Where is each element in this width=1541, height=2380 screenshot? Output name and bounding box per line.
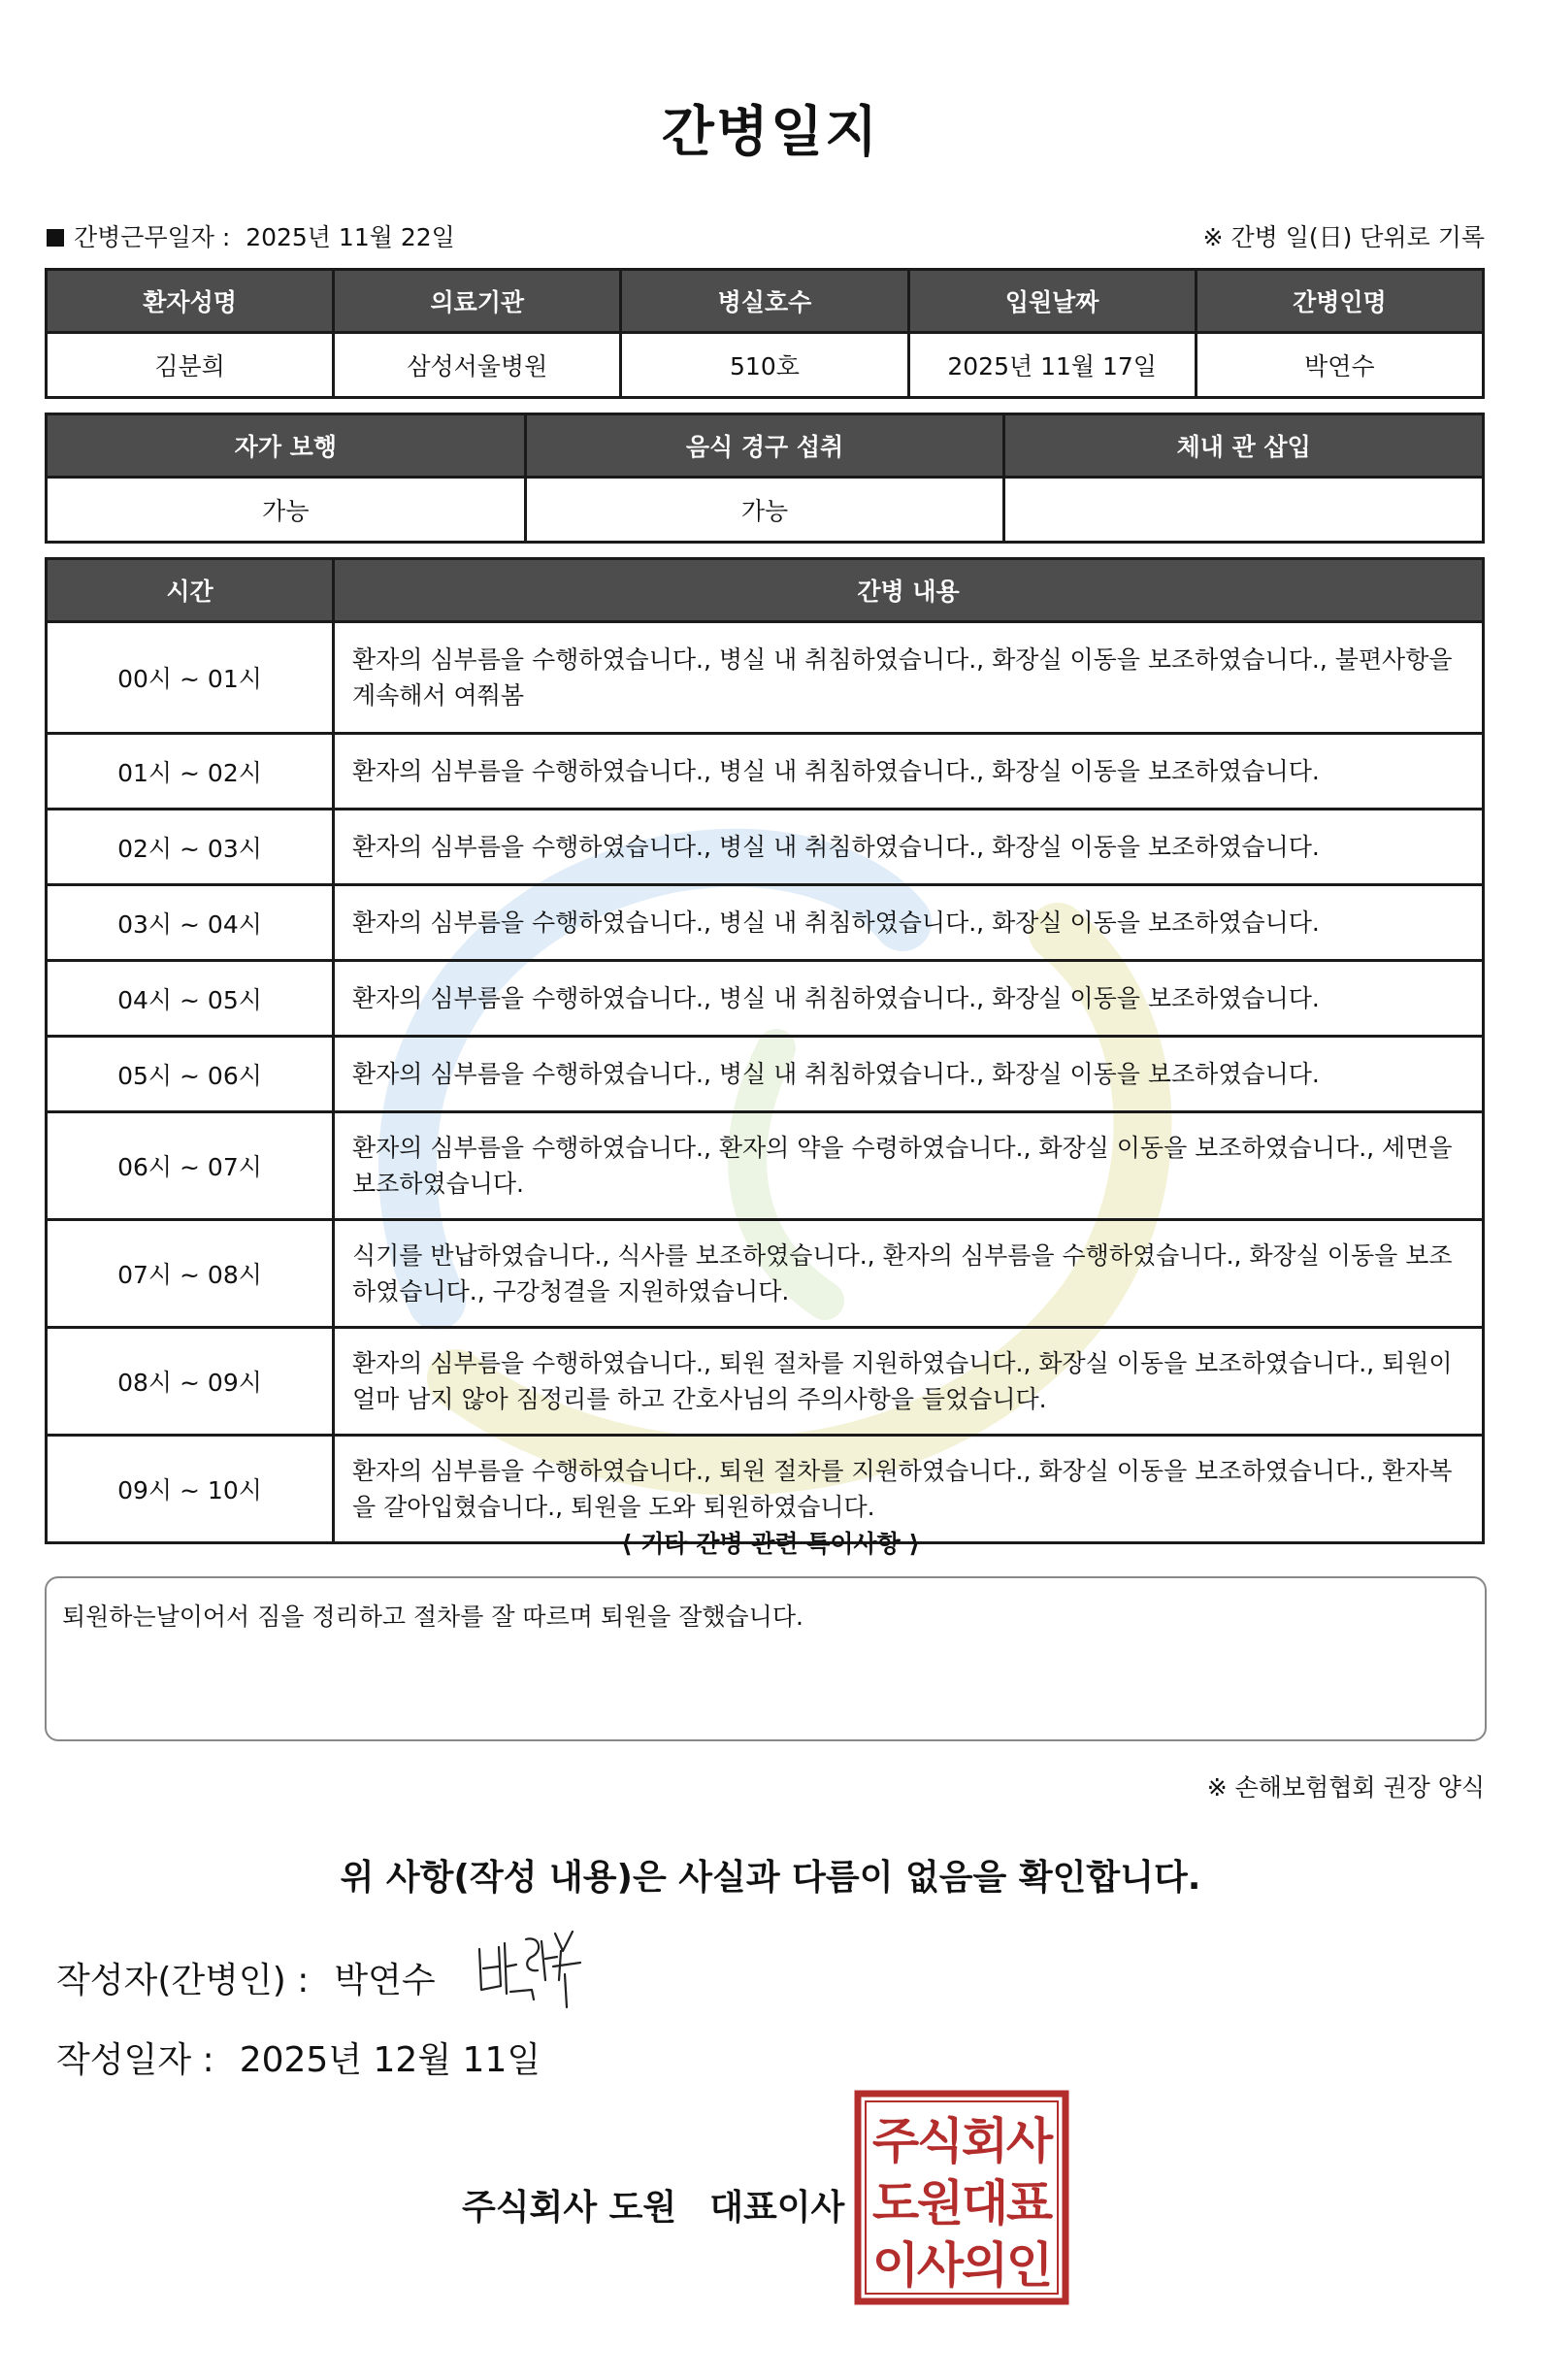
log-content: 식기를 반납하였습니다., 식사를 보조하였습니다., 환자의 심부름을 수행하였습니다., 화장실 이동을 보조하였습니다., 구강청결을 지원하였습니다. bbox=[334, 1220, 1484, 1328]
header-care-content: 간병 내용 bbox=[334, 559, 1484, 622]
confirmation-statement: 위 사항(작성 내용)은 사실과 다름이 없음을 확인합니다. bbox=[340, 1858, 1201, 1898]
company-role: 대표이사 bbox=[709, 2188, 845, 2228]
seal-character: 사 bbox=[916, 2237, 965, 2294]
seal-character: 이 bbox=[871, 2237, 920, 2294]
seal-character: 원 bbox=[916, 2175, 965, 2231]
log-content: 환자의 심부름을 수행하였습니다., 병실 내 취침하였습니다., 화장실 이동을 보조하였습니다. bbox=[334, 885, 1484, 961]
author-line bbox=[56, 1953, 436, 2002]
work-date-value: 2025년 11월 22일 bbox=[246, 223, 455, 251]
seal-character: 도 bbox=[871, 2175, 920, 2231]
walking-value: 가능 bbox=[47, 478, 526, 543]
header-hospital: 의료기관 bbox=[334, 270, 621, 333]
table-row bbox=[47, 1328, 1484, 1436]
patient-status-table bbox=[45, 413, 1485, 544]
seal-character: 회 bbox=[961, 2113, 1009, 2169]
author-name: 박연수 bbox=[334, 1961, 436, 2000]
log-content: 환자의 심부름을 수행하였습니다., 환자의 약을 수령하였습니다., 화장실 이동을 보조하였습니다., 세면을 보조하였습니다. bbox=[334, 1112, 1484, 1220]
log-time: 08시 ~ 09시 bbox=[47, 1328, 334, 1436]
log-header-row bbox=[47, 559, 1484, 622]
company-name: 주식회사 도원 bbox=[462, 2188, 677, 2228]
table-row bbox=[47, 1037, 1484, 1112]
table-row bbox=[47, 1220, 1484, 1328]
table-row bbox=[47, 1112, 1484, 1220]
log-time: 02시 ~ 03시 bbox=[47, 810, 334, 885]
log-time: 09시 ~ 10시 bbox=[47, 1436, 334, 1543]
care-log-table bbox=[45, 557, 1485, 1544]
record-note: ※ 간병 일(日) 단위로 기록 bbox=[1202, 223, 1485, 251]
company-line bbox=[462, 2180, 844, 2230]
header-patient-name: 환자성명 bbox=[47, 270, 334, 333]
written-date-line bbox=[56, 2033, 541, 2082]
handwritten-signature bbox=[472, 1922, 598, 2015]
written-date-label: 작성일자 : bbox=[56, 2040, 214, 2080]
document-title: 간병일지 bbox=[661, 101, 880, 164]
seal-character: 주 bbox=[871, 2113, 920, 2169]
patient-value-row bbox=[47, 333, 1484, 398]
header-tube: 체내 관 삽입 bbox=[1004, 414, 1484, 478]
seal-character: 의 bbox=[961, 2237, 1009, 2294]
written-date-value: 2025년 12월 11일 bbox=[239, 2040, 541, 2080]
seal-text bbox=[872, 2113, 1054, 2294]
patient-name: 김분희 bbox=[47, 333, 334, 398]
log-time: 06시 ~ 07시 bbox=[47, 1112, 334, 1220]
log-content: 환자의 심부름을 수행하였습니다., 병실 내 취침하였습니다., 화장실 이동을 보조하였습니다. bbox=[334, 961, 1484, 1037]
special-notes-title: ⟨ 기타 간병 관련 특이사항 ⟩ bbox=[621, 1530, 920, 1558]
table-row bbox=[47, 810, 1484, 885]
status-header-row bbox=[47, 414, 1484, 478]
header-room: 병실호수 bbox=[621, 270, 908, 333]
special-notes-text: 퇴원하는날이어서 짐을 정리하고 절차를 잘 따르며 퇴원을 잘했습니다. bbox=[62, 1603, 803, 1631]
header-oral-intake: 음식 경구 섭취 bbox=[525, 414, 1004, 478]
table-row bbox=[47, 622, 1484, 734]
table-row bbox=[47, 961, 1484, 1037]
header-caregiver: 간병인명 bbox=[1196, 270, 1483, 333]
author-label: 작성자(간병인) : bbox=[56, 1961, 310, 2000]
header-admission-date: 입원날짜 bbox=[908, 270, 1196, 333]
log-content: 환자의 심부름을 수행하였습니다., 퇴원 절차를 지원하였습니다., 화장실 이동을 보조하였습니다., 퇴원이 얼마 남지 않아 짐정리를 하고 간호사님의 주의사항을 들었습니다. bbox=[334, 1328, 1484, 1436]
form-source-note: ※ 손해보험협회 권장 양식 bbox=[1206, 1773, 1485, 1802]
log-content: 환자의 심부름을 수행하였습니다., 병실 내 취침하였습니다., 화장실 이동을 보조하였습니다. bbox=[334, 734, 1484, 810]
tube-value bbox=[1004, 478, 1484, 543]
log-time: 05시 ~ 06시 bbox=[47, 1037, 334, 1112]
header-walking: 자가 보행 bbox=[47, 414, 526, 478]
log-time: 00시 ~ 01시 bbox=[47, 622, 334, 734]
table-row bbox=[47, 885, 1484, 961]
patient-header-row bbox=[47, 270, 1484, 333]
seal-character: 식 bbox=[916, 2113, 965, 2169]
log-content: 환자의 심부름을 수행하였습니다., 병실 내 취침하였습니다., 화장실 이동을 보조하였습니다. bbox=[334, 810, 1484, 885]
patient-info-table bbox=[45, 268, 1485, 399]
admission-date: 2025년 11월 17일 bbox=[908, 333, 1196, 398]
work-date-label: 간병근무일자 : bbox=[74, 223, 231, 251]
table-row bbox=[47, 734, 1484, 810]
log-time: 03시 ~ 04시 bbox=[47, 885, 334, 961]
hospital-name: 삼성서울병원 bbox=[334, 333, 621, 398]
header-time: 시간 bbox=[47, 559, 334, 622]
log-content: 환자의 심부름을 수행하였습니다., 병실 내 취침하였습니다., 화장실 이동을 보조하였습니다. bbox=[334, 1037, 1484, 1112]
seal-character: 표 bbox=[1005, 2175, 1054, 2231]
log-time: 04시 ~ 05시 bbox=[47, 961, 334, 1037]
status-value-row bbox=[47, 478, 1484, 543]
seal-character: 인 bbox=[1005, 2237, 1054, 2294]
log-time: 01시 ~ 02시 bbox=[47, 734, 334, 810]
log-time: 07시 ~ 08시 bbox=[47, 1220, 334, 1328]
seal-character: 사 bbox=[1005, 2113, 1054, 2169]
log-content: 환자의 심부름을 수행하였습니다., 퇴원 절차를 지원하였습니다., 화장실 이동을 보조하였습니다., 환자복을 갈아입혔습니다., 퇴원을 도와 퇴원하였습니다. bbox=[334, 1436, 1484, 1543]
company-seal-stamp bbox=[854, 2090, 1069, 2305]
room-number: 510호 bbox=[621, 333, 908, 398]
square-bullet-icon bbox=[47, 229, 64, 247]
oral-intake-value: 가능 bbox=[525, 478, 1004, 543]
log-content: 환자의 심부름을 수행하였습니다., 병실 내 취침하였습니다., 화장실 이동을 보조하였습니다., 불편사항을 계속해서 여쭤봄 bbox=[334, 622, 1484, 734]
seal-character: 대 bbox=[961, 2175, 1009, 2231]
caregiver-name: 박연수 bbox=[1196, 333, 1483, 398]
work-date-line bbox=[47, 218, 455, 253]
